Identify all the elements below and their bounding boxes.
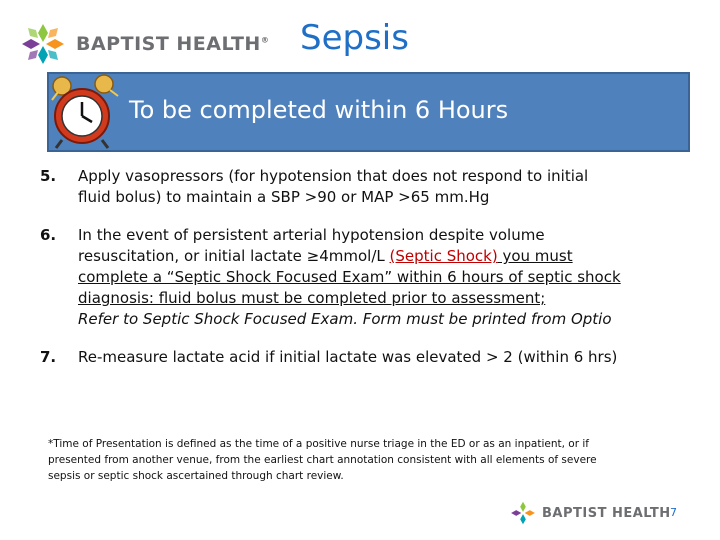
- item-number: 5.: [40, 167, 57, 185]
- item-number: 6.: [40, 226, 57, 244]
- item-text-segment: you must: [497, 247, 573, 265]
- item-text: [78, 347, 680, 368]
- item-line: Re-measure lactate acid if initial lactate was elevated > 2 (within 6 hrs): [78, 348, 618, 366]
- banner-text: To be completed within 6 Hours: [129, 96, 509, 124]
- item-line: Apply vasopressors (for hypotension that does not respond to initial: [78, 167, 589, 185]
- item-line: complete a “Septic Shock Focused Exam” within 6 hours of septic shock: [78, 268, 621, 286]
- logo-text: BAPTIST HEALTH®: [76, 33, 270, 55]
- page-number: 7: [670, 506, 677, 519]
- item-text-segment: resuscitation, or initial lactate ≥4mmol/L: [78, 247, 390, 265]
- item-text: [78, 225, 680, 330]
- item-line: Refer to Septic Shock Focused Exam. Form must be printed from Optio: [78, 310, 612, 328]
- alarm-clock-icon: [48, 70, 124, 154]
- banner: [47, 72, 690, 152]
- baptist-health-logo-mark-icon: [20, 22, 66, 66]
- item-line: In the event of persistent arterial hypotension despite volume: [78, 226, 545, 244]
- page-title: Sepsis: [300, 18, 409, 58]
- list-item: [40, 347, 680, 368]
- item-text: [78, 166, 680, 208]
- footnote-line: sepsis or septic shock ascertained through chart review.: [48, 470, 344, 482]
- list-item: [40, 225, 680, 330]
- footnote: [48, 436, 678, 484]
- footer-logo: [510, 500, 671, 526]
- item-number: 7.: [40, 348, 57, 366]
- item-line: fluid bolus) to maintain a SBP >90 or MAP >65 mm.Hg: [78, 188, 490, 206]
- item-line: [78, 246, 680, 267]
- item-line: diagnosis: fluid bolus must be completed prior to assessment;: [78, 289, 546, 307]
- baptist-health-logo-mark-icon: [510, 500, 536, 526]
- footer-logo-text: BAPTIST HEALTH: [542, 505, 671, 521]
- footnote-line: presented from another venue, from the earliest chart annotation consistent with all elements of severe: [48, 454, 597, 466]
- footnote-line: *Time of Presentation is defined as the time of a positive nurse triage in the ED or as an inpatient, or if: [48, 438, 589, 450]
- instruction-list: [40, 166, 680, 368]
- baptist-health-logo: [20, 22, 269, 66]
- list-item: [40, 166, 680, 208]
- septic-shock-label: (Septic Shock): [389, 247, 498, 265]
